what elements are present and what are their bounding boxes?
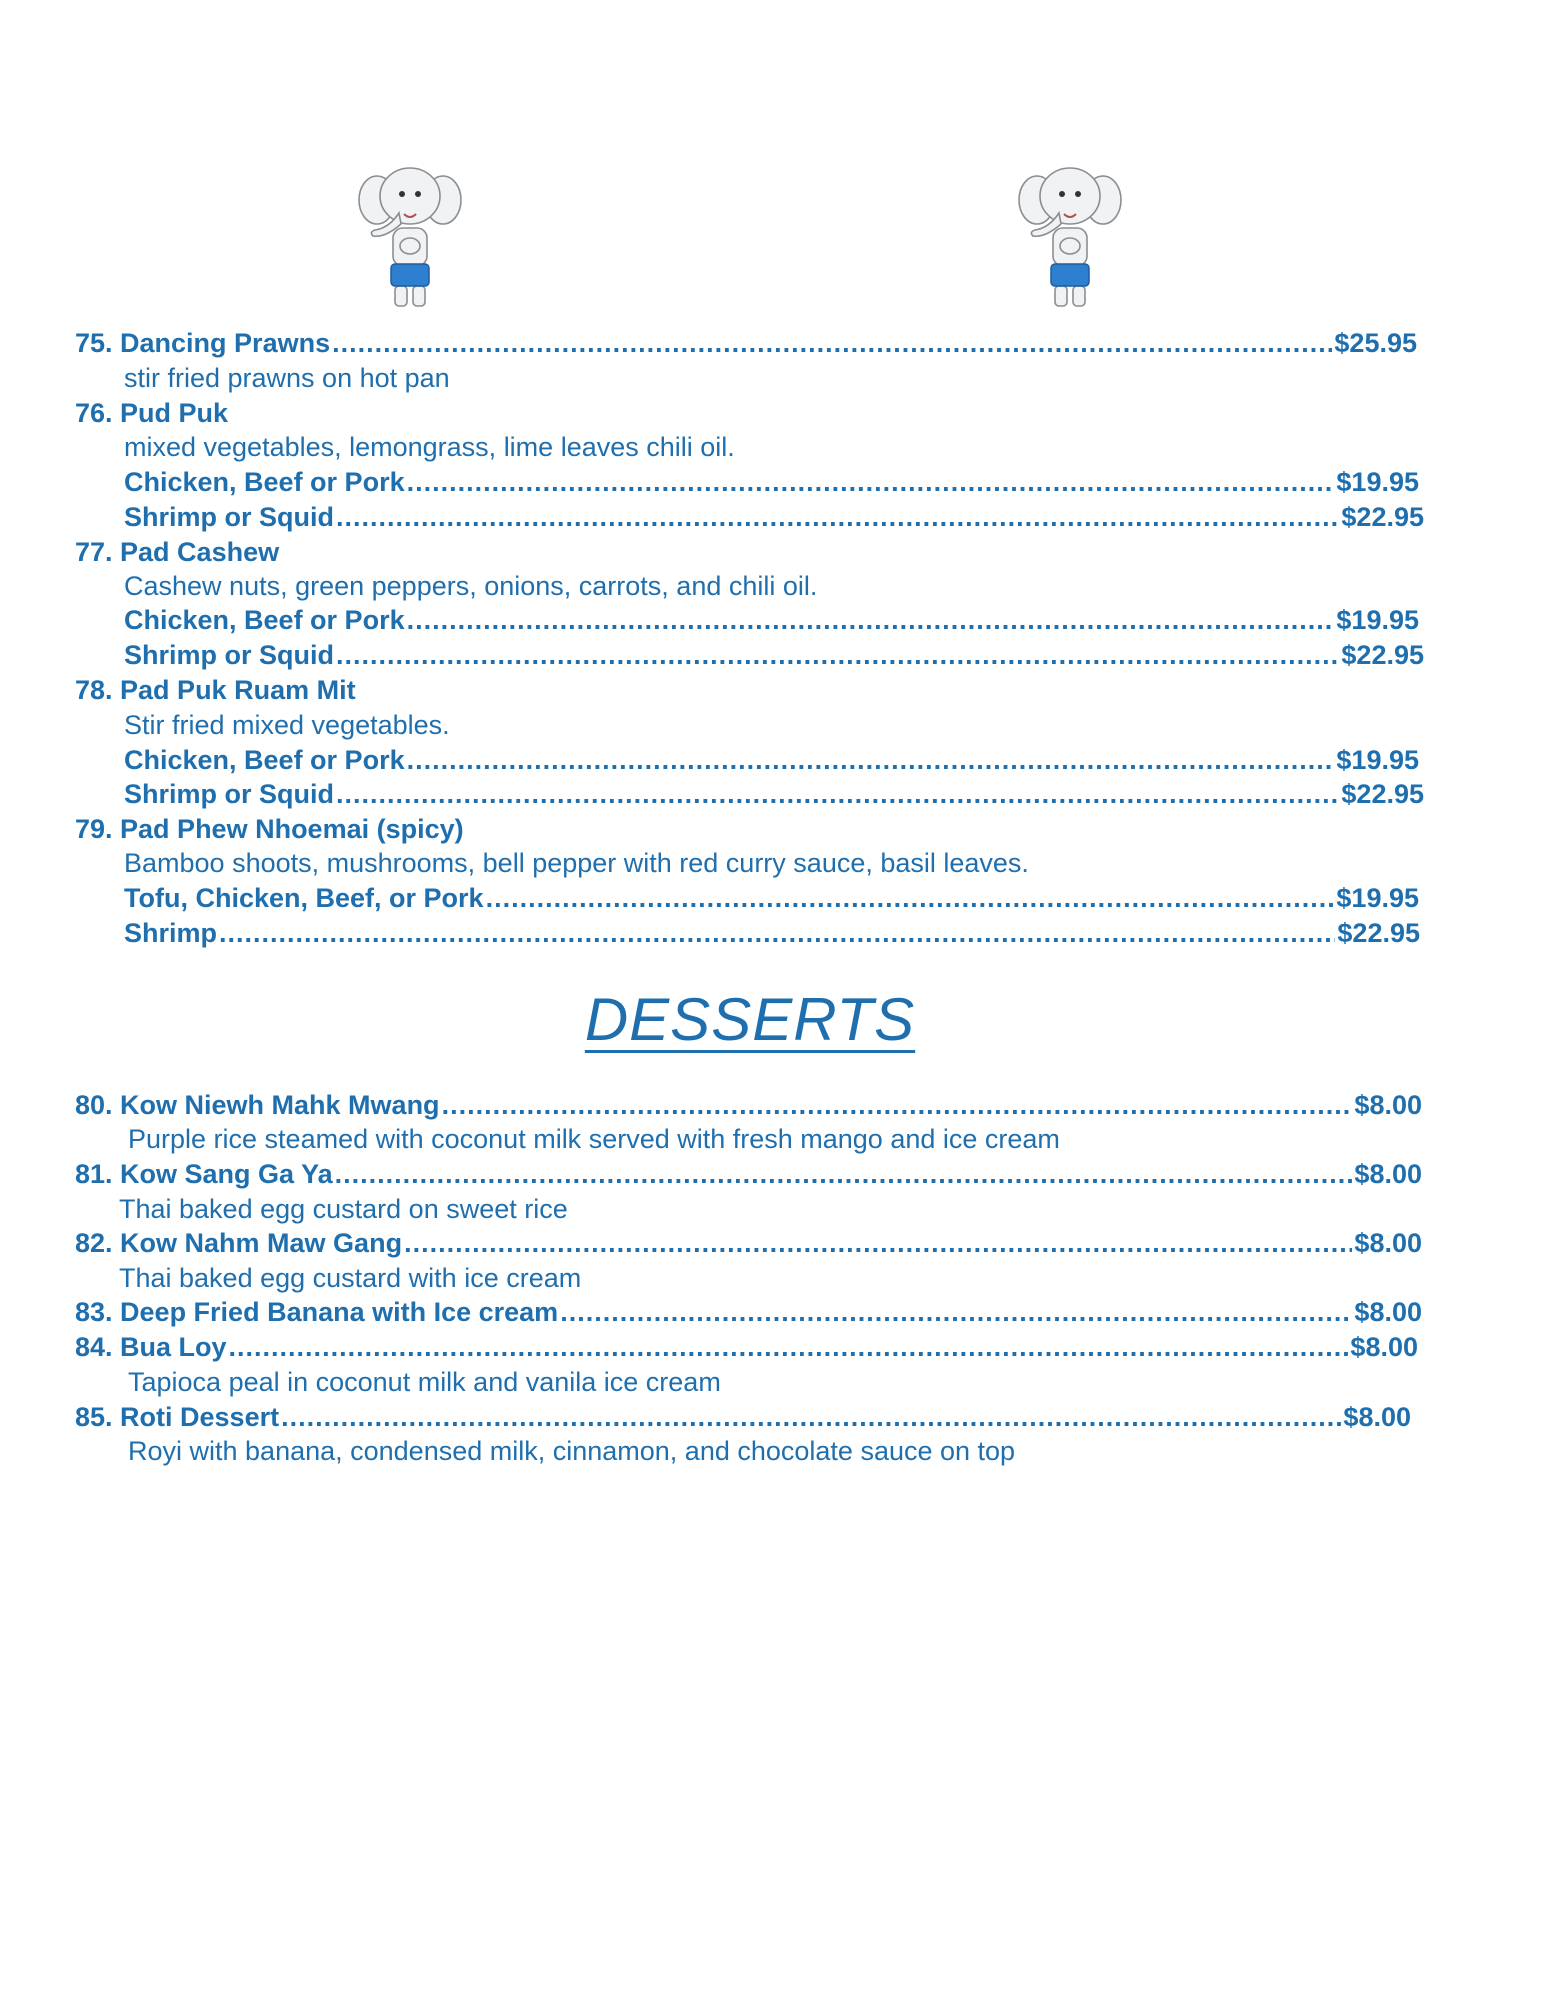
item-description: Thai baked egg custard with ice cream [119,1263,582,1293]
item-title: 84. Bua Loy [75,1332,227,1362]
dot-leader [486,881,1335,915]
item-option [124,881,1419,915]
menu-item-79 [75,812,464,846]
desserts-heading: DESSERTS [584,986,916,1053]
item-option [124,603,1419,637]
dot-leader [336,500,1339,534]
menu-item-83 [75,1295,1422,1329]
item-price: $8.00 [1343,1402,1411,1432]
menu-item-85 [75,1400,1411,1434]
item-price: $8.00 [1350,1332,1418,1362]
item-description: Purple rice steamed with coconut milk served with fresh mango and ice cream [128,1124,1060,1154]
option-price: $19.95 [1336,883,1419,913]
menu-item-75 [75,326,1417,360]
item-price: $8.00 [1354,1090,1422,1120]
option-label: Shrimp [124,918,218,948]
dot-leader [335,1157,1353,1191]
option-label: Tofu, Chicken, Beef, or Pork [124,883,484,913]
option-label: Shrimp or Squid [124,640,335,670]
option-price: $22.95 [1341,779,1424,809]
menu-item-80 [75,1088,1422,1122]
option-price: $19.95 [1336,467,1419,497]
dot-leader [560,1295,1352,1329]
dot-leader [336,638,1339,672]
item-option [124,465,1419,499]
option-label: Shrimp or Squid [124,779,335,809]
item-title: 79. Pad Phew Nhoemai (spicy) [75,814,464,844]
item-title: 77. Pad Cashew [75,537,280,567]
item-price: $8.00 [1354,1159,1422,1189]
item-price: $25.95 [1334,328,1417,358]
elephant-mascot-icon [355,158,465,313]
item-description: Royi with banana, condensed milk, cinnamon, and chocolate sauce on top [128,1436,1016,1466]
dot-leader [281,1400,1341,1434]
dot-leader [404,1226,1352,1260]
menu-item-77 [75,535,279,569]
item-title: 82. Kow Nahm Maw Gang [75,1228,403,1258]
item-price: $8.00 [1354,1228,1422,1258]
option-label: Shrimp or Squid [124,502,335,532]
dot-leader [219,916,1335,950]
item-title: 81. Kow Sang Ga Ya [75,1159,333,1189]
elephant-mascot-icon [1015,158,1125,313]
menu-item-82 [75,1226,1422,1260]
item-description: mixed vegetables, lemongrass, lime leaves chili oil. [124,432,735,462]
item-option [124,777,1424,811]
item-description: Tapioca peal in coconut milk and vanila ice cream [128,1367,721,1397]
option-price: $22.95 [1341,640,1424,670]
option-label: Chicken, Beef or Pork [124,745,405,775]
item-title: 78. Pad Puk Ruam Mit [75,675,356,705]
option-price: $19.95 [1336,745,1419,775]
dot-leader [407,743,1335,777]
item-title: 85. Roti Dessert [75,1402,280,1432]
dot-leader [229,1330,1349,1364]
item-option [124,500,1424,534]
item-title: 76. Pud Puk [75,398,229,428]
item-price: $8.00 [1354,1297,1422,1327]
item-option [124,638,1424,672]
item-description: Thai baked egg custard on sweet rice [119,1194,568,1224]
dot-leader [332,326,1332,360]
dot-leader [407,465,1335,499]
dot-leader [336,777,1339,811]
item-description: Cashew nuts, green peppers, onions, carrots, and chili oil. [124,571,818,601]
option-price: $22.95 [1337,918,1420,948]
dot-leader [407,603,1335,637]
menu-item-76 [75,396,228,430]
item-title: 83. Deep Fried Banana with Ice cream [75,1297,559,1327]
option-price: $22.95 [1341,502,1424,532]
menu-item-84 [75,1330,1418,1364]
item-option [124,916,1420,950]
item-option [124,743,1419,777]
menu-item-78 [75,673,356,707]
item-description: Stir fried mixed vegetables. [124,710,450,740]
option-label: Chicken, Beef or Pork [124,467,405,497]
item-title: 75. Dancing Prawns [75,328,331,358]
dot-leader [442,1088,1353,1122]
item-title: 80. Kow Niewh Mahk Mwang [75,1090,440,1120]
item-description: stir fried prawns on hot pan [124,363,450,393]
option-label: Chicken, Beef or Pork [124,605,405,635]
item-description: Bamboo shoots, mushrooms, bell pepper with red curry sauce, basil leaves. [124,848,1029,878]
option-price: $19.95 [1336,605,1419,635]
menu-item-81 [75,1157,1422,1191]
